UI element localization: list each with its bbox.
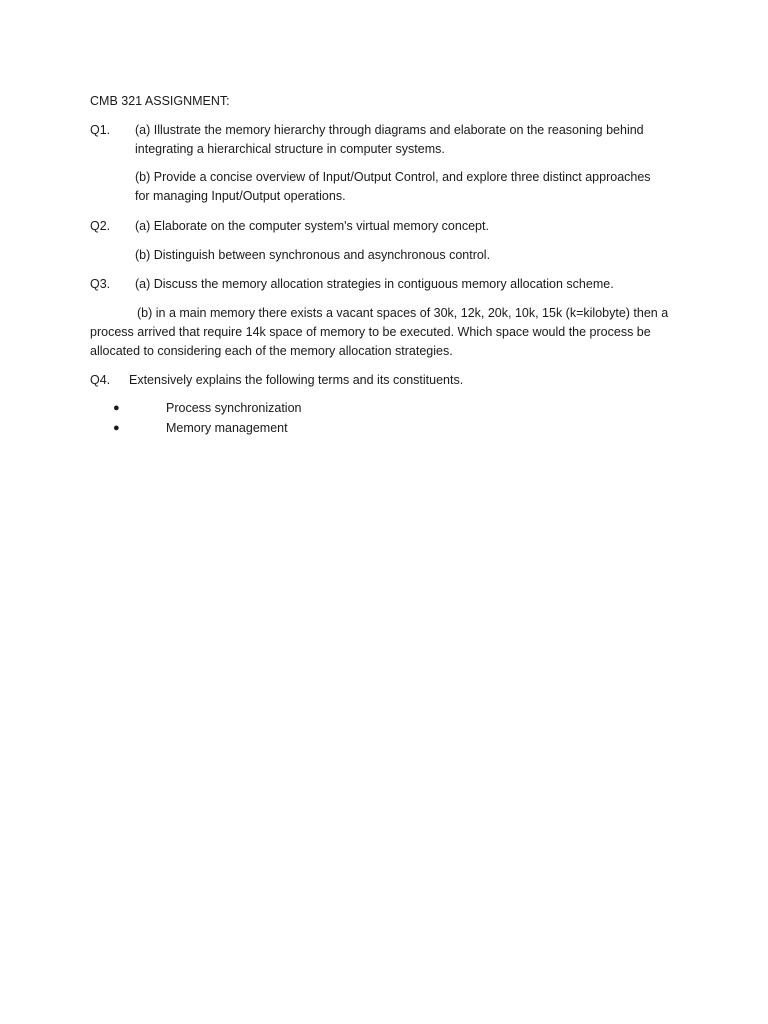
q1-part-b-line-2: for managing Input/Output operations. <box>135 189 346 203</box>
question-number-q1: Q1. <box>90 123 111 137</box>
question-number-q4: Q4. <box>90 373 111 387</box>
q4-bullet-2: Memory management <box>166 421 288 435</box>
q4-part-a-line-1: Extensively explains the following terms and its constituents. <box>129 373 464 387</box>
q1-part-b-line-1: (b) Provide a concise overview of Input/Output Control, and explore three distinct approaches <box>135 170 651 184</box>
q1-part-a-line-1: (a) Illustrate the memory hierarchy through diagrams and elaborate on the reasoning behind <box>135 123 644 137</box>
q3-part-a-line-1: (a) Discuss the memory allocation strategies in contiguous memory allocation scheme. <box>135 277 614 291</box>
bullet-dot: ● <box>113 402 120 414</box>
question-number-q2: Q2. <box>90 219 111 233</box>
q4-bullet-1: Process synchronization <box>166 401 302 415</box>
q2-part-b-line-1: (b) Distinguish between synchronous and asynchronous control. <box>135 248 491 262</box>
document-title: CMB 321 ASSIGNMENT: <box>90 94 230 108</box>
q3-part-b-line-2: process arrived that require 14k space of memory to be executed. Which space would the process be <box>90 325 651 339</box>
bullet-dot: ● <box>113 422 120 434</box>
q3-part-b-line-3: allocated to considering each of the memory allocation strategies. <box>90 344 453 358</box>
q1-part-a-line-2: integrating a hierarchical structure in computer systems. <box>135 142 445 156</box>
q2-part-a-line-1: (a) Elaborate on the computer system's virtual memory concept. <box>135 219 489 233</box>
question-number-q3: Q3. <box>90 277 111 291</box>
q3-part-b-line-1: (b) in a main memory there exists a vacant spaces of 30k, 12k, 20k, 10k, 15k (k=kilobyte) then a <box>137 306 669 320</box>
